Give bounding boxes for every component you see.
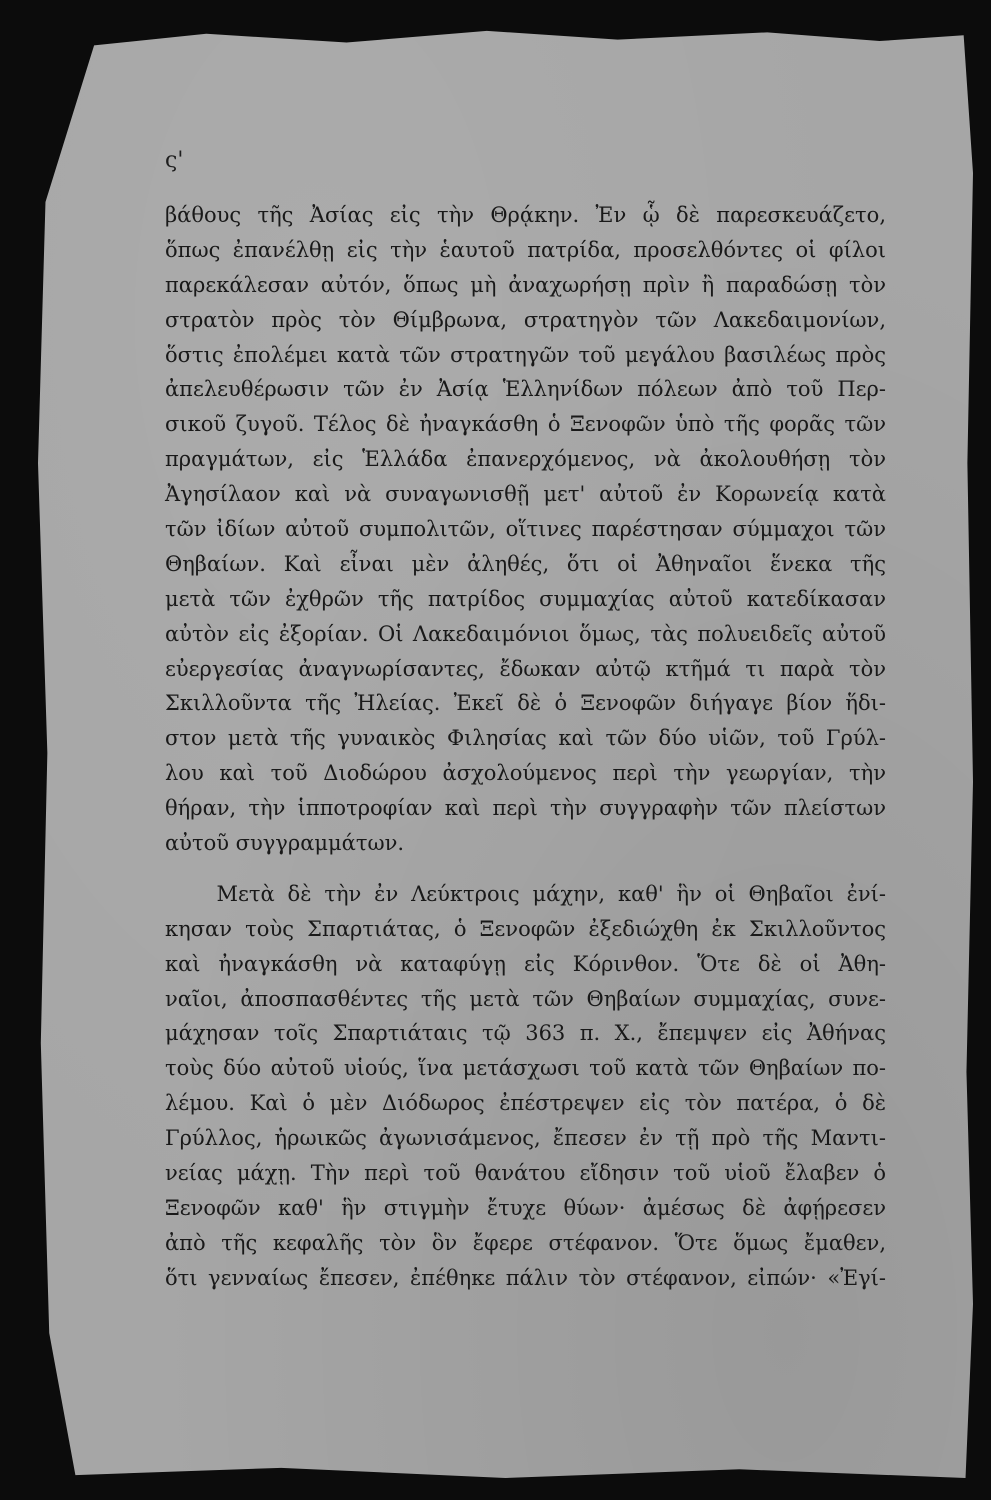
paragraph-1 [165, 198, 886, 861]
paragraph-2 [165, 877, 886, 1296]
text-line: εὐεργεσίας ἀναγνωρίσαντες, ἔδωκαν αὐτῷ κτῆμά τι παρὰ τὸν [165, 656, 886, 681]
paragraph-gap [165, 861, 886, 877]
text-line: αὐτοῦ συγγραμμάτων. [165, 831, 405, 856]
text-line: Γρύλλος, ἡρωικῶς ἀγωνισάμενος, ἔπεσεν ἐν τῇ πρὸ τῆς Μαντι- [165, 1126, 886, 1151]
text-line: μετὰ τῶν ἐχθρῶν τῆς πατρίδος συμμαχίας αὐτοῦ κατεδίκασαν [165, 586, 886, 611]
text-line: παρεκάλεσαν αὐτόν, ὅπως μὴ ἀναχωρήσῃ πρὶν ἢ παραδώσῃ τὸν [165, 272, 886, 297]
text-line: βάθους τῆς Ἀσίας εἰς τὴν Θρᾴκην. Ἐν ᾧ δὲ παρεσκευάζετο, [165, 203, 886, 227]
text-line: ὅστις ἐπολέμει κατὰ τῶν στρατηγῶν τοῦ μεγάλου βασιλέως πρὸς [165, 342, 886, 367]
text-line: μάχησαν τοῖς Σπαρτιάταις τῷ 363 π. Χ., ἔπεμψεν εἰς Ἀθήνας [165, 1021, 886, 1046]
text-line: λέμου. Καὶ ὁ μὲν Διόδωρος ἐπέστρεψεν εἰς τὸν πατέρα, ὁ δὲ [165, 1091, 886, 1116]
text-line: καὶ ἠναγκάσθη νὰ καταφύγῃ εἰς Κόρινθον. Ὅτε δὲ οἱ Ἀθη- [165, 951, 886, 976]
text-line: κησαν τοὺς Σπαρτιάτας, ὁ Ξενοφῶν ἐξεδιώχθη ἐκ Σκιλλοῦντος [165, 916, 886, 941]
text-line: στον μετὰ τῆς γυναικὸς Φιλησίας καὶ τῶν δύο υἱῶν, τοῦ Γρύλ- [165, 726, 886, 751]
text-line: ἀπὸ τῆς κεφαλῆς τὸν ὃν ἔφερε στέφανον. Ὅτε ὅμως ἔμαθεν, [165, 1230, 886, 1255]
text-line: ναῖοι, ἀποσπασθέντες τῆς μετὰ τῶν Θηβαίων συμμαχίας, συνε- [165, 986, 886, 1011]
text-line: ὅτι γενναίως ἔπεσεν, ἐπέθηκε πάλιν τὸν στέφανον, εἰπών· «Ἐγί- [165, 1265, 886, 1290]
page-number: ς' [165, 148, 184, 173]
text-line: θήραν, τὴν ἱπποτροφίαν καὶ περὶ τὴν συγγραφὴν τῶν πλείστων [165, 796, 886, 821]
text-line: νείας μάχῃ. Τὴν περὶ τοῦ θανάτου εἴδησιν τοῦ υἱοῦ ἔλαβεν ὁ [165, 1161, 886, 1186]
text-line: Ἀγησίλαον καὶ νὰ συναγωνισθῇ μετ' αὐτοῦ ἐν Κορωνείᾳ κατὰ [165, 482, 886, 507]
text-line: σικοῦ ζυγοῦ. Τέλος δὲ ἠναγκάσθη ὁ Ξενοφῶν ὑπὸ τῆς φορᾶς τῶν [165, 412, 886, 437]
text-line: ὅπως ἐπανέλθῃ εἰς τὴν ἑαυτοῦ πατρίδα, προσελθόντες οἱ φίλοι [165, 237, 886, 262]
text-line: τῶν ἰδίων αὐτοῦ συμπολιτῶν, οἵτινες παρέστησαν σύμμαχοι τῶν [165, 517, 886, 542]
text-line: λου καὶ τοῦ Διοδώρου ἀσχολούμενος περὶ τὴν γεωργίαν, τὴν [165, 761, 886, 786]
text-line: πραγμάτων, εἰς Ἑλλάδα ἐπανερχόμενος, νὰ ἀκολουθήσῃ τὸν [165, 447, 886, 472]
text-line: Μετὰ δὲ τὴν ἐν Λεύκτροις μάχην, καθ' ἣν οἱ Θηβαῖοι ἐνί- [165, 881, 886, 906]
text-line: τοὺς δύο αὐτοῦ υἱούς, ἵνα μετάσχωσι τοῦ κατὰ τῶν Θηβαίων πο- [165, 1056, 886, 1081]
text-line: αὐτὸν εἰς ἐξορίαν. Οἱ Λακεδαιμόνιοι ὅμως, τὰς πολυειδεῖς αὐτοῦ [165, 621, 886, 646]
text-line: Σκιλλοῦντα τῆς Ἠλείας. Ἐκεῖ δὲ ὁ Ξενοφῶν διήγαγε βίον ἥδι- [165, 691, 886, 716]
text-line: Ξενοφῶν καθ' ἣν στιγμὴν ἔτυχε θύων· ἀμέσως δὲ ἀφῄρεσεν [165, 1195, 886, 1220]
text-line: Θηβαίων. Καὶ εἶναι μὲν ἀληθές, ὅτι οἱ Ἀθηναῖοι ἕνεκα τῆς [165, 551, 886, 576]
text-line: ἀπελευθέρωσιν τῶν ἐν Ἀσίᾳ Ἑλληνίδων πόλεων ἀπὸ τοῦ Περ- [165, 377, 886, 402]
body-text [165, 198, 886, 1296]
text-line: στρατὸν πρὸς τὸν Θίμβρωνα, στρατηγὸν τῶν Λακεδαιμονίων, [165, 307, 886, 332]
